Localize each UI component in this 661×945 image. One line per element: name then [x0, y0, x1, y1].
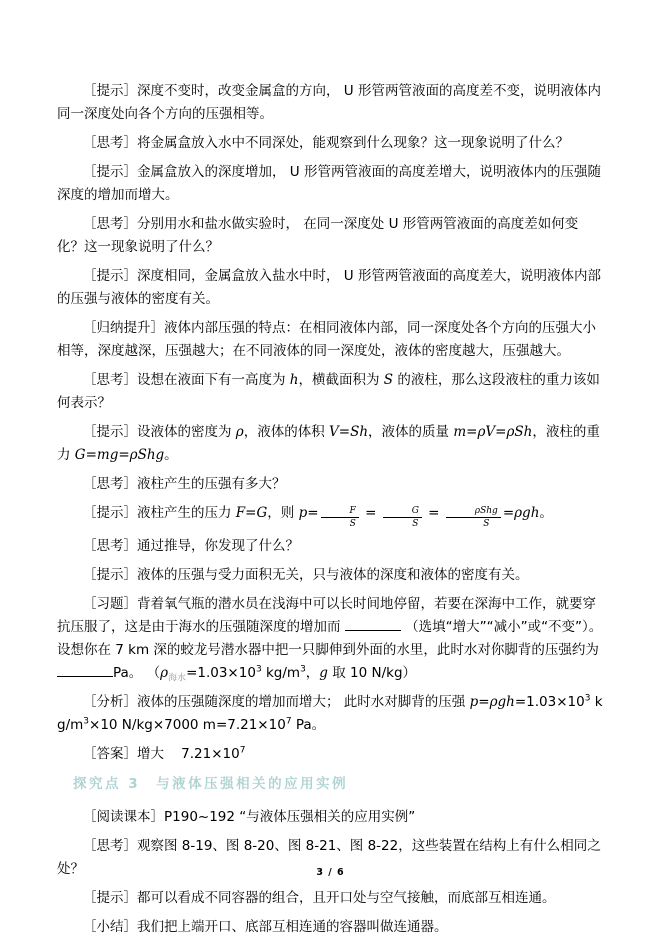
paragraph: ［提示］液柱产生的压力 F=G，则 p= $\frac{F}{S}$ = $\frac{G}{S}$ = $\frac{\text{ρShg}}{S}$ =ρgh。	[83, 505, 553, 529]
paragraph: ［提示］深度相同，金属盒放入盐水中时， U 形管两管液面的高度差大，说明液体内部的压强与液体的密度有关。	[57, 268, 601, 307]
math-variable: ρ	[235, 424, 244, 440]
fraction: $\frac{F}{S}$	[319, 506, 361, 529]
paragraph: ［思考］分别用水和盐水做实验时， 在同一深度处 U 形管两管液面的高度差如何变化？这一现象说明了什么？	[57, 216, 579, 255]
subscript: 海水	[168, 673, 187, 684]
paragraph: ［思考］设想在液面下有一高度为 h，横截面积为 S 的液柱，那么这段液柱的重力该如何表示？	[57, 372, 600, 411]
math-variable: p	[469, 694, 479, 710]
paragraph: ［提示］设液体的密度为 ρ，液体的体积 V=Sh，液体的质量 m=ρV=ρSh，液柱的重力 G=mg=ρShg。	[57, 424, 600, 463]
paragraph: ［思考］观察图 8-19、图 8-20、图 8-21、图 8-22，这些装置在结构上有什么相同之处？	[57, 838, 601, 877]
fraction: $\frac{\text{ρShg}}{S}$	[444, 506, 503, 529]
paragraph: ［答案］增大 $7.21\times 10^7$	[83, 745, 246, 762]
fill-in-blank	[57, 663, 113, 677]
math-variable: G=mg=ρShg	[74, 447, 165, 463]
paragraph: ［思考］将金属盒放入水中不同深处，能观察到什么现象？这一现象说明了什么？	[83, 135, 569, 151]
math-variable: p	[298, 505, 308, 521]
math-variable: m=ρV=ρSh	[453, 424, 533, 440]
paragraph: ［提示］金属盒放入的深度增加， U 形管两管液面的高度差增大，说明液体内的压强随深度的增加而增大。	[57, 164, 601, 203]
fraction: $\frac{G}{S}$	[381, 506, 424, 529]
paragraph: ［思考］通过推导，你发现了什么？	[83, 538, 299, 554]
paragraph: ［提示］深度不变时，改变金属盒的方向， U 形管两管液面的高度差不变，说明液体内同一深度处向各个方向的压强相等。	[57, 83, 601, 122]
superscript: 3	[300, 664, 306, 675]
paragraph: ［提示］液体的压强与受力面积无关，只与液体的深度和液体的密度有关。	[83, 567, 529, 583]
paragraph: ［分析］液体的压强随深度的增加而增大； 此时水对脚背的压强 $p=\rho gh=1.03\times 10^3$ $kg/m^3\times 10$ N/kg×7000 $m=7.21\times 10^7$ Pa。	[57, 693, 603, 733]
math-variable: ρgh	[489, 694, 515, 710]
superscript: 7	[285, 716, 292, 727]
paragraph: ［归纳提升］液体内部压强的特点：在相同液体内部，同一深度处各个方向的压强大小相等，深度越深，压强越大；在不同液体的同一深度处，液体的密度越大，压强越大。	[57, 320, 596, 359]
math-variable: F=G	[235, 505, 268, 521]
paragraph: ［小结］我们把上端开口、底部互相连通的容器叫做连通器。	[83, 919, 448, 935]
superscript: 7	[239, 745, 246, 756]
math-variable: g	[319, 665, 328, 681]
math-variable: S	[383, 372, 394, 388]
math-variable: ρgh	[514, 505, 540, 521]
paragraph: ［习题］背着氧气瓶的潜水员在浅海中可以长时间地停留，若要在深海中工作，就要穿抗压服了，这是由于海水的压强随深度的增加而 （选填“增大”“减小”或“不变”）。 设想你在 7 km 深的蛟龙号潜水器中把一只脚伸到外面的水里，此时水对你脚背的压强约为 Pa。 （$\rho_{海水}=1.03\times 10^3$ $kg/m^3$，g 取 10 N/kg）	[57, 596, 607, 684]
math-variable: h	[289, 372, 299, 388]
fill-in-blank	[345, 617, 401, 631]
page-number: 3 / 6	[316, 867, 345, 878]
superscript: 3	[255, 664, 262, 675]
document-body	[57, 80, 607, 945]
section-heading: 探究点 3 与液体压强相关的应用实例	[73, 776, 349, 792]
math-variable: V=Sh	[329, 424, 369, 440]
superscript: 3	[584, 693, 591, 704]
paragraph: ［提示］都可以看成不同容器的组合，且开口处与空气接触，而底部互相连通。	[83, 890, 556, 906]
superscript: 3	[83, 716, 90, 727]
paragraph: ［阅读课本］P190~192 “与液体压强相关的应用实例”	[83, 809, 416, 825]
math-variable: ρ	[160, 665, 169, 681]
paragraph: ［思考］液柱产生的压强有多大？	[83, 476, 286, 492]
